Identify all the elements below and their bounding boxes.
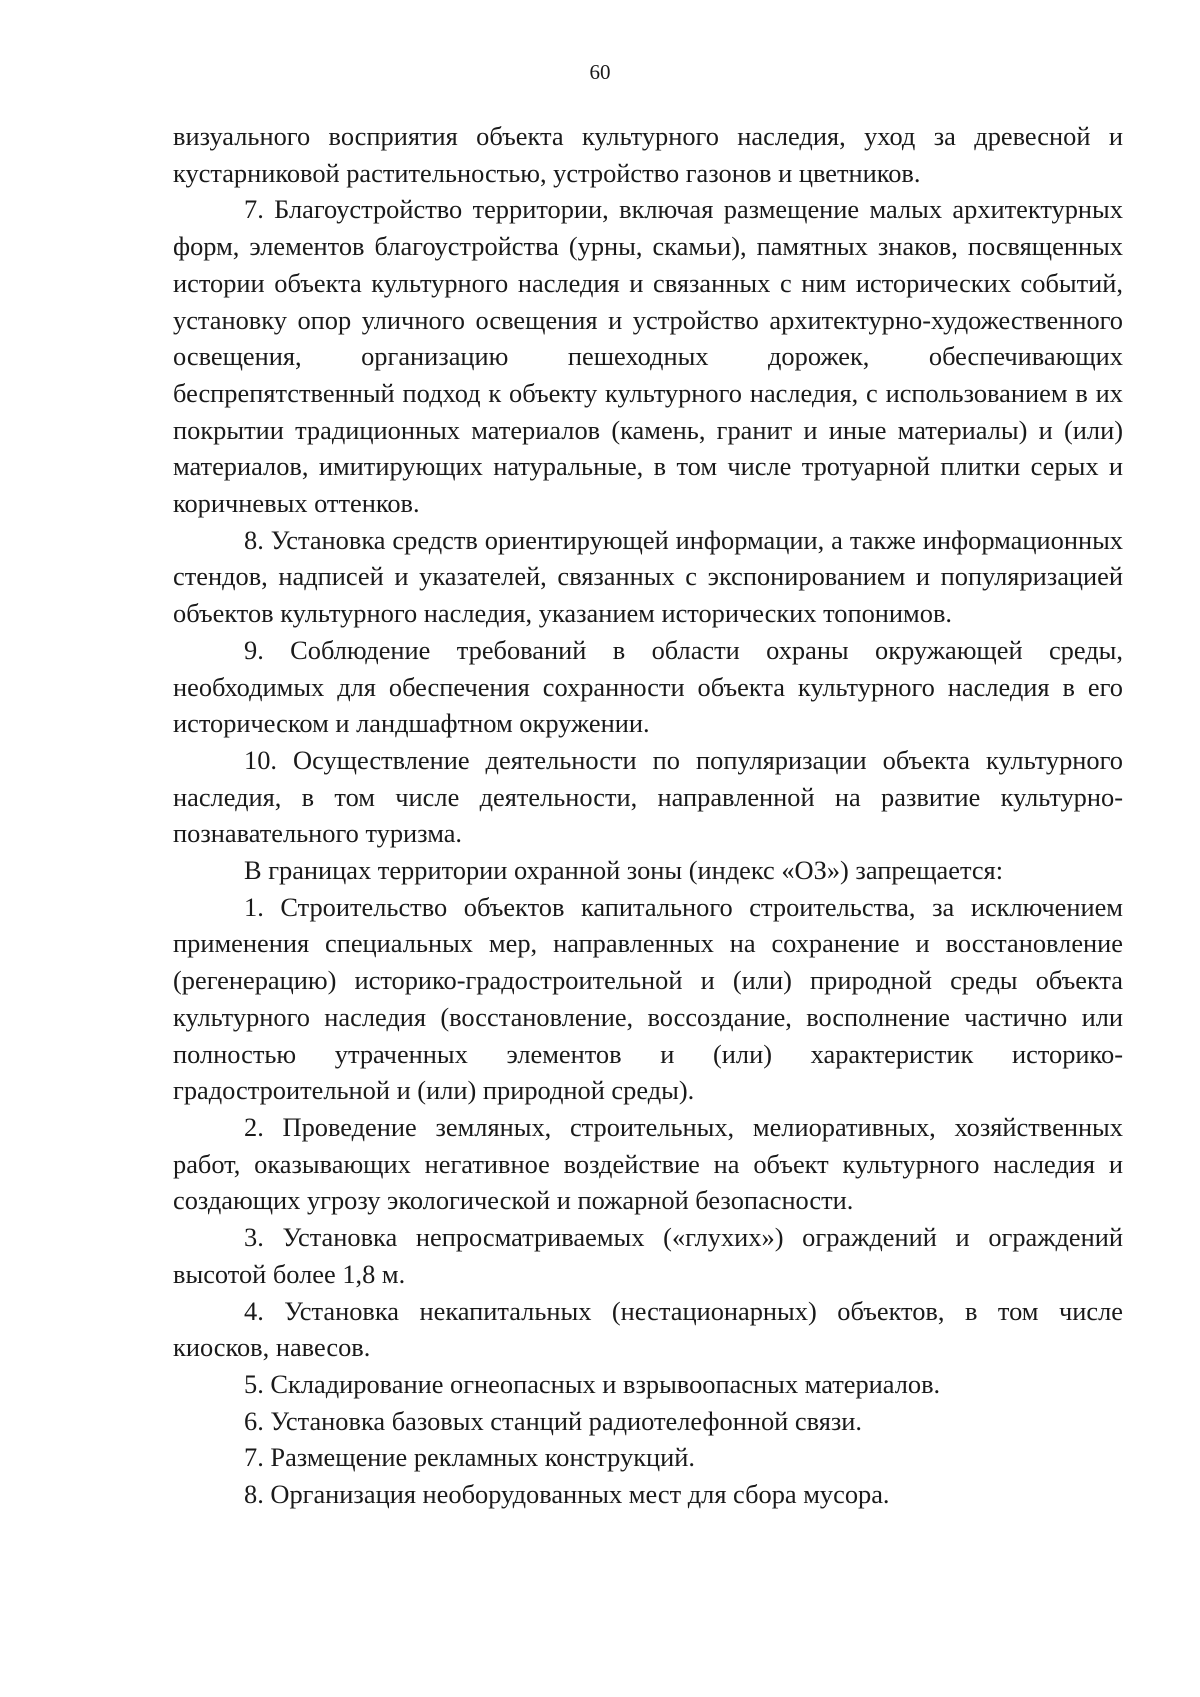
paragraph-item-7-landscaping: 7. Благоустройство территории, включая размещение малых архитектурных форм, элементов благоустройства (урны, скамьи), памятных знаков, посвященных истории объекта культурного наследия и связанных с ним исторических событий, установку опор уличного освещения и устройство архитектурно-художественного освещения, организацию пешеходных дорожек, обеспечивающих беспрепятственный подход к объекту культурного наследия, с использованием в их покрытии традиционных материалов (камень, гранит и иные материалы) и (или) материалов, имитирующих натуральные, в том числе тротуарной плитки серых и коричневых оттенков. [173, 194, 1123, 519]
document-body [173, 118, 1123, 1513]
paragraph-prohibition-8: 8. Организация необорудованных мест для сбора мусора. [244, 1479, 890, 1510]
paragraph-item-8-signage: 8. Установка средств ориентирующей информации, а также информационных стендов, надписей и указателей, связанных с экспонированием и популяризацией объектов культурного наследия, указанием исторических топонимов. [173, 524, 1123, 629]
page-number: 60 [589, 60, 611, 84]
paragraph-item-9-environment: 9. Соблюдение требований в области охраны окружающей среды, необходимых для обеспечения сохранности объекта культурного наследия в его историческом и ландшафтном окружении. [173, 634, 1123, 739]
paragraph-prohibition-1: 1. Строительство объектов капитального строительства, за исключением применения специальных мер, направленных на сохранение и восстановление (регенерацию) историко-градостроительной и (или) природной среды объекта культурного наследия (восстановление, воссоздание, восполнение частично или полностью утраченных элементов и (или) характеристик историко-градостроительной и (или) природной среды). [173, 891, 1123, 1106]
paragraph-prohibition-6: 6. Установка базовых станций радиотелефонной связи. [244, 1405, 862, 1436]
paragraph-prohibition-5: 5. Складирование огнеопасных и взрывоопасных материалов. [244, 1368, 941, 1399]
paragraph-prohibition-3: 3. Установка непросматриваемых («глухих») ограждений и ограждений высотой более 1,8 м. [173, 1222, 1123, 1289]
paragraph-prohibition-4: 4. Установка некапитальных (нестационарных) объектов, в том числе киосков, навесов. [173, 1295, 1123, 1363]
paragraph-continuation: визуального восприятия объекта культурного наследия, уход за древесной и кустарниковой растительностью, устройство газонов и цветников. [173, 121, 1123, 188]
paragraph-prohibitions-intro: В границах территории охранной зоны (индекс «ОЗ») запрещается: [244, 855, 1004, 886]
paragraph-item-10-popularization: 10. Осуществление деятельности по популяризации объекта культурного наследия, в том числе деятельности, направленной на развитие культурно-познавательного туризма. [173, 744, 1123, 849]
paragraph-prohibition-2: 2. Проведение земляных, строительных, мелиоративных, хозяйственных работ, оказывающих негативное воздействие на объект культурного наследия и создающих угрозу экологической и пожарной безопасности. [173, 1111, 1123, 1216]
paragraph-prohibition-7: 7. Размещение рекламных конструкций. [244, 1442, 695, 1473]
